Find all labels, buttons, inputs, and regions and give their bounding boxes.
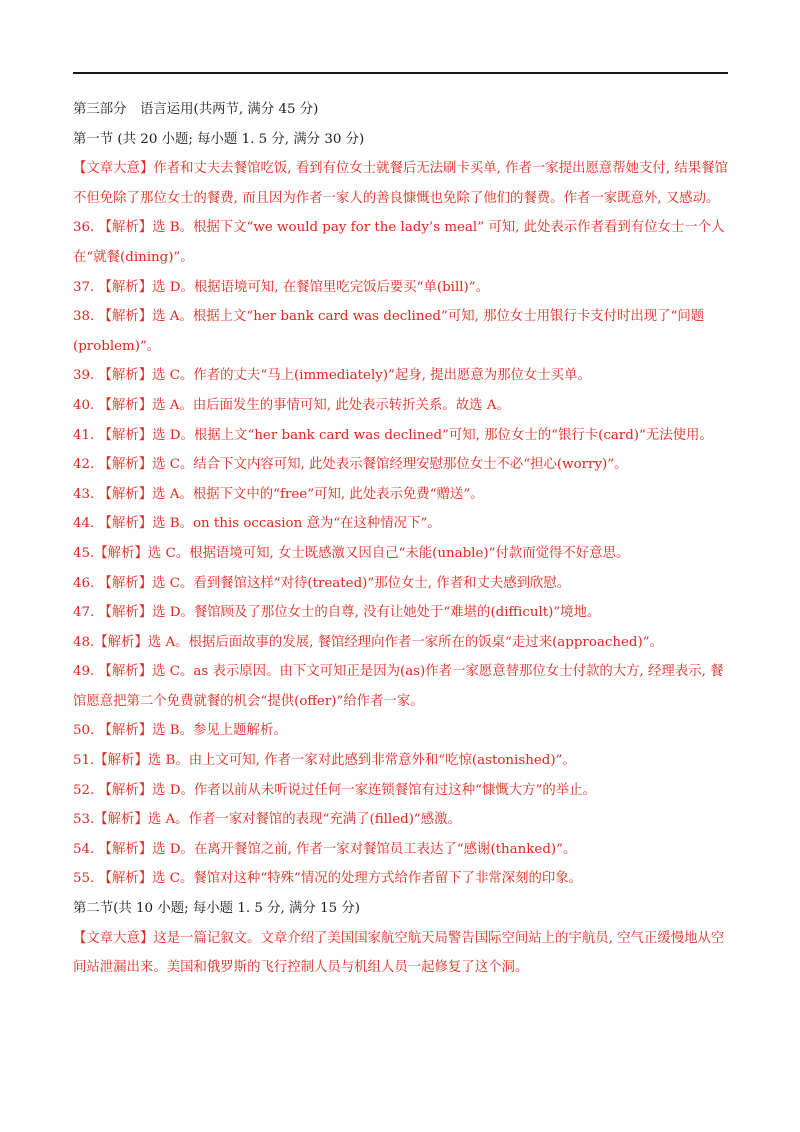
answer-item: 49. 【解析】选 C。as 表示原因。由下文可知正是因为(as)作者一家愿意替那位女士付款的大方, 经理表示, 餐馆愿意把第二个免费就餐的机会“提供(offer)”给作者一家。 (73, 664, 724, 709)
top-rule (73, 72, 728, 74)
answer-item: 39. 【解析】选 C。作者的丈夫“马上(immediately)”起身, 提出愿意为那位女士买单。 (73, 368, 591, 384)
part2-heading: 第二节(共 10 小题; 每小题 1. 5 分, 满分 15 分) (73, 901, 360, 917)
answer-item: 46. 【解析】选 C。看到餐馆这样“对待(treated)”那位女士, 作者和丈夫感到欣慰。 (73, 575, 571, 591)
answer-item: 43. 【解析】选 A。根据下文中的“free”可知, 此处表示免费“赠送”。 (73, 486, 484, 502)
passage-summary: 【文章大意】作者和丈夫去餐馆吃饭, 看到有位女士就餐后无法刷卡买单, 作者一家提出愿意帮她支付, 结果餐馆不但免除了那位女士的餐费, 而且因为作者一家人的善良慷慨也免除了他们的餐费。作者一家既意外, 又感动。 (73, 161, 728, 206)
answer-item: 44. 【解析】选 B。on this occasion 意为“在这种情况下”。 (73, 516, 441, 532)
answer-item: 48.【解析】选 A。根据后面故事的发展, 餐馆经理向作者一家所在的饭桌“走过来(approached)”。 (73, 634, 663, 650)
answer-item: 47. 【解析】选 D。餐馆顾及了那位女士的自尊, 没有让她处于“难堪的(difficult)”境地。 (73, 605, 601, 621)
answer-item: 37. 【解析】选 D。根据语境可知, 在餐馆里吃完饭后要买“单(bill)”。 (73, 279, 489, 295)
answer-item: 42. 【解析】选 C。结合下文内容可知, 此处表示餐馆经理安慰那位女士不必“担心(worry)”。 (73, 457, 628, 473)
answer-item: 52. 【解析】选 D。作者以前从未听说过任何一家连锁餐馆有过这种“慷慨大方”的举止。 (73, 782, 596, 798)
answer-item: 55. 【解析】选 C。餐馆对这种“特殊”情况的处理方式给作者留下了非常深刻的印象。 (73, 871, 583, 887)
answer-item: 45.【解析】选 C。根据语境可知, 女士既感激又因自己“未能(unable)”付款而觉得不好意思。 (73, 545, 630, 561)
part1-heading: 第一节 (共 20 小题; 每小题 1. 5 分, 满分 30 分) (73, 131, 365, 147)
answer-item: 38. 【解析】选 A。根据上文“her bank card was declined”可知, 那位女士用银行卡支付时出现了“问题(problem)”。 (73, 309, 705, 354)
answer-item: 53.【解析】选 A。作者一家对餐馆的表现“充满了(filled)”感激。 (73, 812, 461, 828)
answer-item: 36. 【解析】选 B。根据下文“we would pay for the lady’s meal” 可知, 此处表示作者看到有位女士一个人在“就餐(dining)”。 (73, 220, 725, 265)
answer-item: 51.【解析】选 B。由上文可知, 作者一家对此感到非常意外和“吃惊(astonished)”。 (73, 753, 576, 769)
answer-item: 40. 【解析】选 A。由后面发生的事情可知, 此处表示转折关系。故选 A。 (73, 397, 510, 413)
answer-item: 41. 【解析】选 D。根据上文“her bank card was declined”可知, 那位女士的“银行卡(card)”无法使用。 (73, 427, 713, 443)
answer-key (73, 95, 728, 983)
answer-item: 54. 【解析】选 D。在离开餐馆之前, 作者一家对餐馆员工表达了“感谢(thanked)”。 (73, 841, 577, 857)
answer-item: 50. 【解析】选 B。参见上题解析。 (73, 723, 287, 739)
part2-summary: 【文章大意】这是一篇记叙文。文章介绍了美国国家航空航天局警告国际空间站上的宇航员, 空气正缓慢地从空间站泄漏出来。美国和俄罗斯的飞行控制人员与机组人员一起修复了这个洞。 (73, 930, 725, 976)
section-heading: 第三部分 语言运用(共两节, 满分 45 分) (73, 102, 319, 117)
